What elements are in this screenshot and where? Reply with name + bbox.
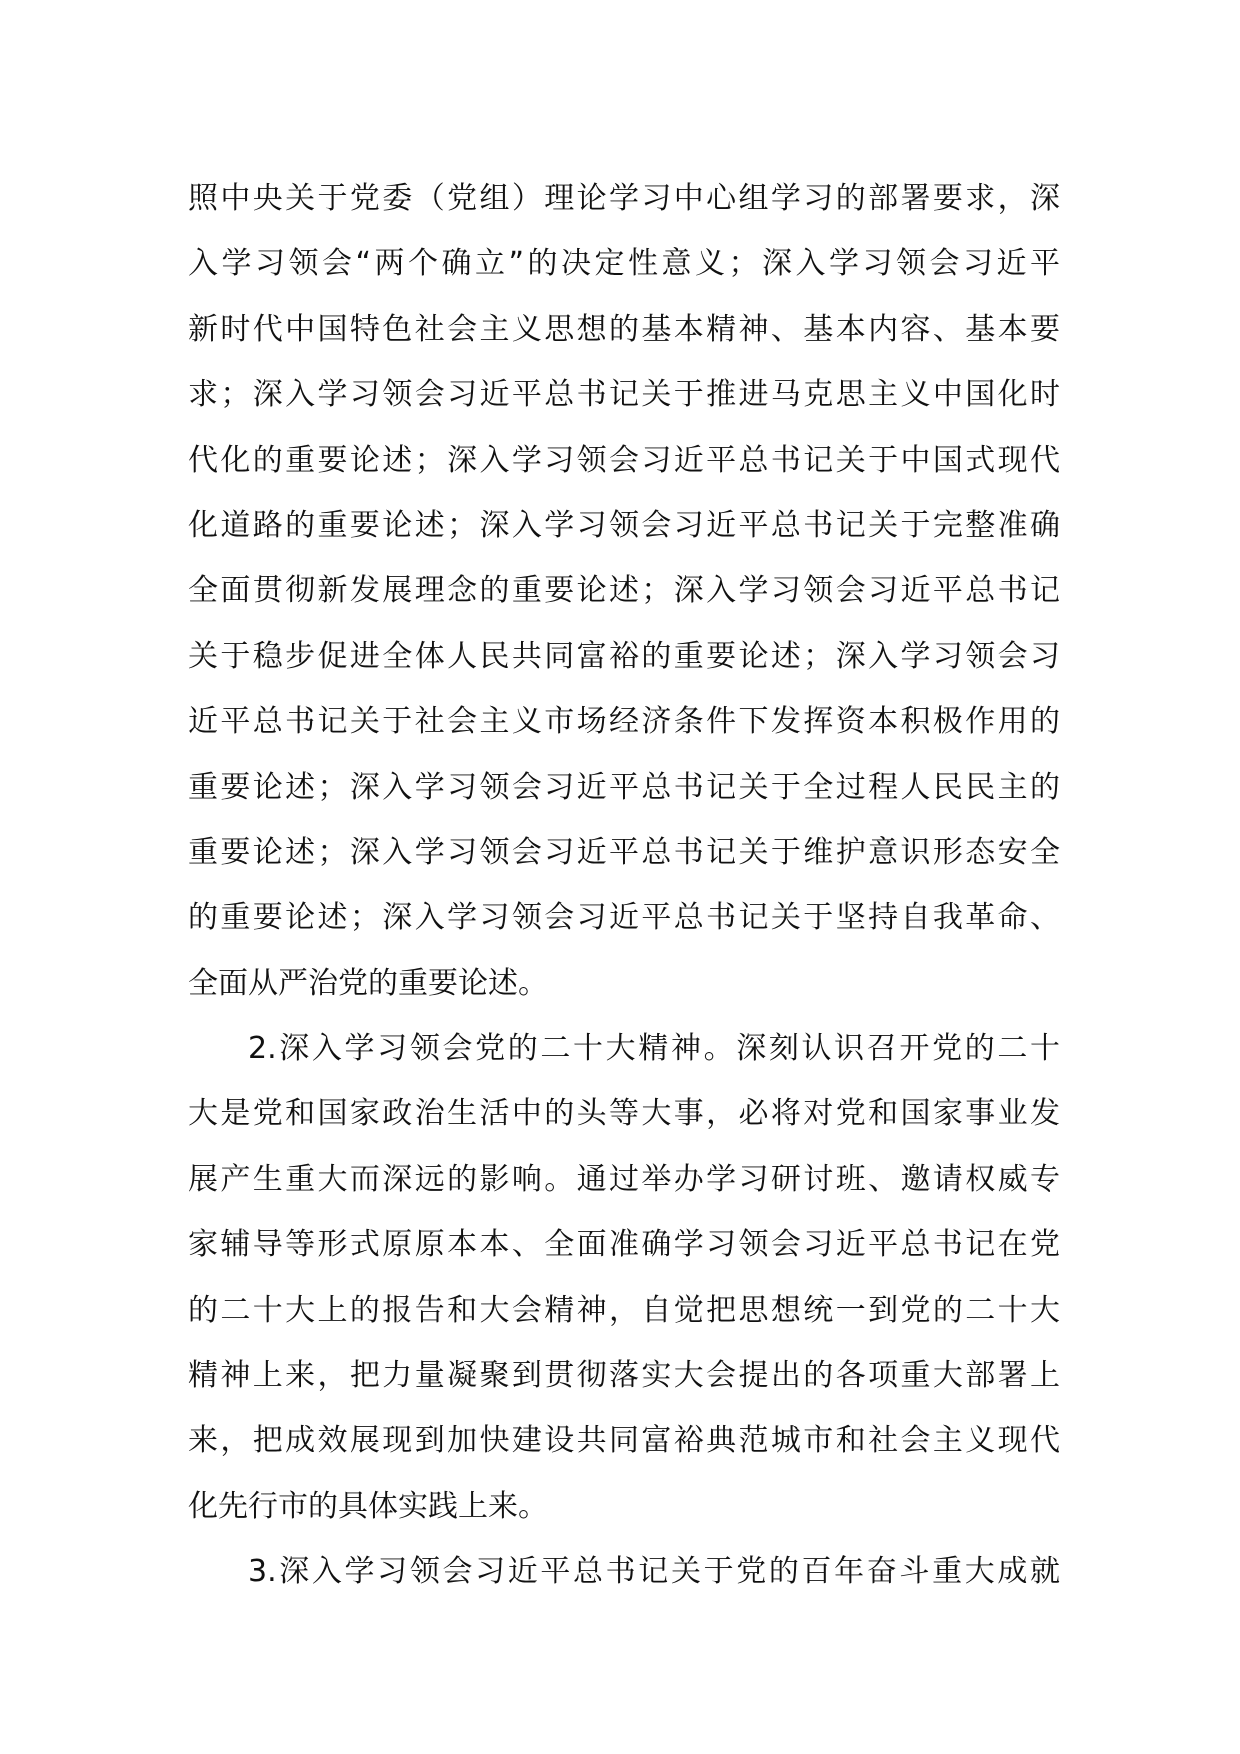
paragraph-study-requirements [188, 166, 1060, 1016]
text-line: 重要论述；深入学习领会习近平总书记关于维护意识形态安全 [188, 834, 1060, 870]
text-line: 家辅导等形式原原本本、全面准确学习领会习近平总书记在党 [188, 1227, 1060, 1263]
text-line: 求；深入学习领会习近平总书记关于推进马克思主义中国化时 [188, 377, 1060, 413]
text-line: 大是党和国家政治生活中的头等大事，必将对党和国家事业发 [188, 1096, 1060, 1132]
text-line: 代化的重要论述；深入学习领会习近平总书记关于中国式现代 [188, 442, 1060, 478]
text-line: 化先行市的具体实践上来。 [188, 1488, 548, 1524]
text-line: 来，把成效展现到加快建设共同富裕典范城市和社会主义现代 [188, 1423, 1060, 1459]
text-line: 展产生重大而深远的影响。通过举办学习研讨班、邀请权威专 [188, 1161, 1060, 1197]
text-line: 入学习领会“两个确立”的决定性意义；深入学习领会习近平 [188, 246, 1060, 282]
text-line: 的重要论述；深入学习领会习近平总书记关于坚持自我革命、 [188, 900, 1060, 936]
text-line: 重要论述；深入学习领会习近平总书记关于全过程人民民主的 [188, 769, 1060, 805]
text-line: 新时代中国特色社会主义思想的基本精神、基本内容、基本要 [188, 311, 1060, 347]
text-line: 近平总书记关于社会主义市场经济条件下发挥资本积极作用的 [188, 704, 1060, 740]
paragraph-centennial-struggle [188, 1539, 1060, 1604]
paragraph-twentieth-congress [188, 1016, 1060, 1539]
text-line: 关于稳步促进全体人民共同富裕的重要论述；深入学习领会习 [188, 638, 1060, 674]
text-line: 精神上来，把力量凝聚到贯彻落实大会提出的各项重大部署上 [188, 1358, 1060, 1394]
text-line: 照中央关于党委（党组）理论学习中心组学习的部署要求，深 [188, 181, 1060, 216]
text-line: 2.深入学习领会党的二十大精神。深刻认识召开党的二十 [248, 1031, 1060, 1067]
text-line: 化道路的重要论述；深入学习领会习近平总书记关于完整准确 [188, 507, 1060, 543]
text-line: 的二十大上的报告和大会精神，自觉把思想统一到党的二十大 [188, 1292, 1060, 1328]
text-line: 全面贯彻新发展理念的重要论述；深入学习领会习近平总书记 [188, 573, 1060, 609]
document-body [188, 166, 1060, 1605]
text-line: 3.深入学习领会习近平总书记关于党的百年奋斗重大成就 [248, 1554, 1060, 1590]
text-line: 全面从严治党的重要论述。 [188, 965, 548, 1001]
